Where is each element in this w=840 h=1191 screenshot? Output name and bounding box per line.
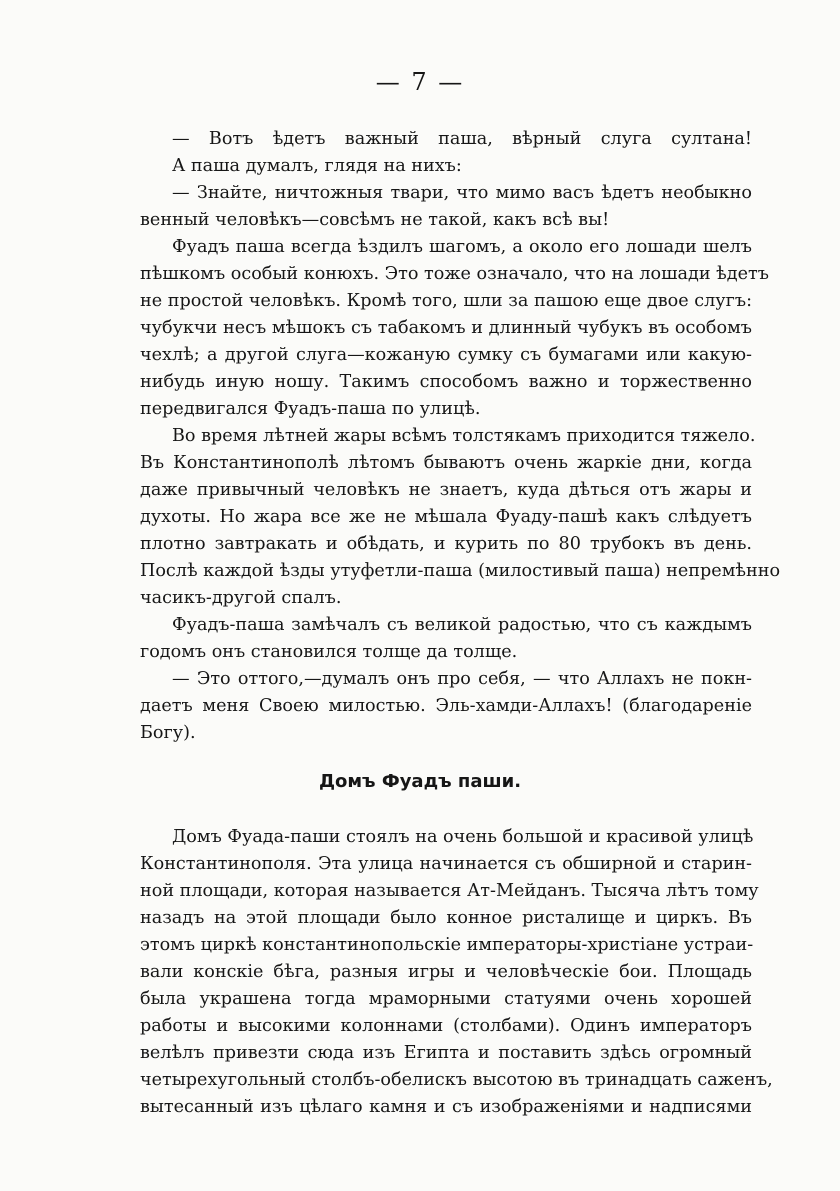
text-line: Константинополя. Эта улица начинается съ обширной и старин- [140,854,752,874]
text-line: Фуадъ паша всегда ѣздилъ шагомъ, а около его лошади шелъ [172,237,752,257]
text-line: А паша думалъ, глядя на нихъ: [172,156,462,176]
text-line: работы и высокими колоннами (столбами). Одинъ императоръ [140,1016,752,1036]
text-line: не простой человѣкъ. Кромѣ того, шли за пашою еще двое слугъ: [140,291,752,311]
text-line: чехлѣ; а другой слуга—кожаную сумку съ бумагами или какую- [140,345,752,365]
text-line: пѣшкомъ особый конюхъ. Это тоже означало, что на лошади ѣдетъ [140,264,769,284]
text-line: Богу). [140,723,196,743]
text-line: Фуадъ-паша замѣчалъ съ великой радостью, что съ каждымъ [172,615,752,635]
text-line: вытесанный изъ цѣлаго камня и съ изображеніями и надписями [140,1097,752,1117]
page-number: — 7 — [375,68,465,96]
text-line: Въ Константинополѣ лѣтомъ бываютъ очень жаркіе дни, когда [140,453,752,473]
text-line: чубукчи несъ мѣшокъ съ табакомъ и длинный чубукъ въ особомъ [140,318,752,338]
text-line: назадъ на этой площади было конное ристалище и циркъ. Въ [140,908,752,928]
text-line: велѣлъ привезти сюда изъ Египта и поставить здѣсь огромный [140,1043,752,1063]
text-line: — Это оттого,—думалъ онъ про себя, — что Аллахъ не покн- [172,669,752,689]
text-line: Послѣ каждой ѣзды утуфетли-паша (милостивый паша) непремѣнно [140,561,781,581]
text-line: была украшена тогда мраморными статуями очень хорошей [140,989,752,1009]
text-line: годомъ онъ становился толще да толще. [140,642,518,662]
text-line: нибудь иную ношу. Такимъ способомъ важно и торжественно [140,372,752,392]
section-heading: Домъ Фуадъ паши. [318,771,522,792]
text-line: ной площади, которая называется Ат-Мейданъ. Тысяча лѣтъ тому [140,881,759,901]
text-line: плотно завтракать и обѣдать, и курить по 80 трубокъ въ день. [140,534,752,554]
text-line: четырехугольный столбъ-обелискъ высотою въ тринадцать саженъ, [140,1070,773,1090]
text-line: — Знайте, ничтожныя твари, что мимо васъ ѣдетъ необыкно [172,183,752,203]
text-line: — Вотъ ѣдетъ важный паша, вѣрный слуга султана! [172,129,752,149]
text-line: даже привычный человѣкъ не знаетъ, куда дѣться отъ жары и [140,480,752,500]
text-line: часикъ-другой спалъ. [140,588,342,608]
text-line: даетъ меня Своею милостью. Эль-хамди-Аллахъ! (благодареніе [140,696,752,716]
text-line: этомъ циркѣ константинопольскіе императоры-христіане устраи- [140,935,754,955]
text-line: духоты. Но жара все же не мѣшала Фуаду-пашѣ какъ слѣдуетъ [140,507,752,527]
text-line: передвигался Фуадъ-паша по улицѣ. [140,399,481,419]
text-line: вали конскіе бѣга, разныя игры и человѣческіе бои. Площадь [140,962,752,982]
text-line: Домъ Фуада-паши стоялъ на очень большой и красивой улицѣ [172,827,754,847]
text-line: венный человѣкъ—совсѣмъ не такой, какъ всѣ вы! [140,210,610,230]
text-line: Во время лѣтней жары всѣмъ толстякамъ приходится тяжело. [172,426,756,446]
